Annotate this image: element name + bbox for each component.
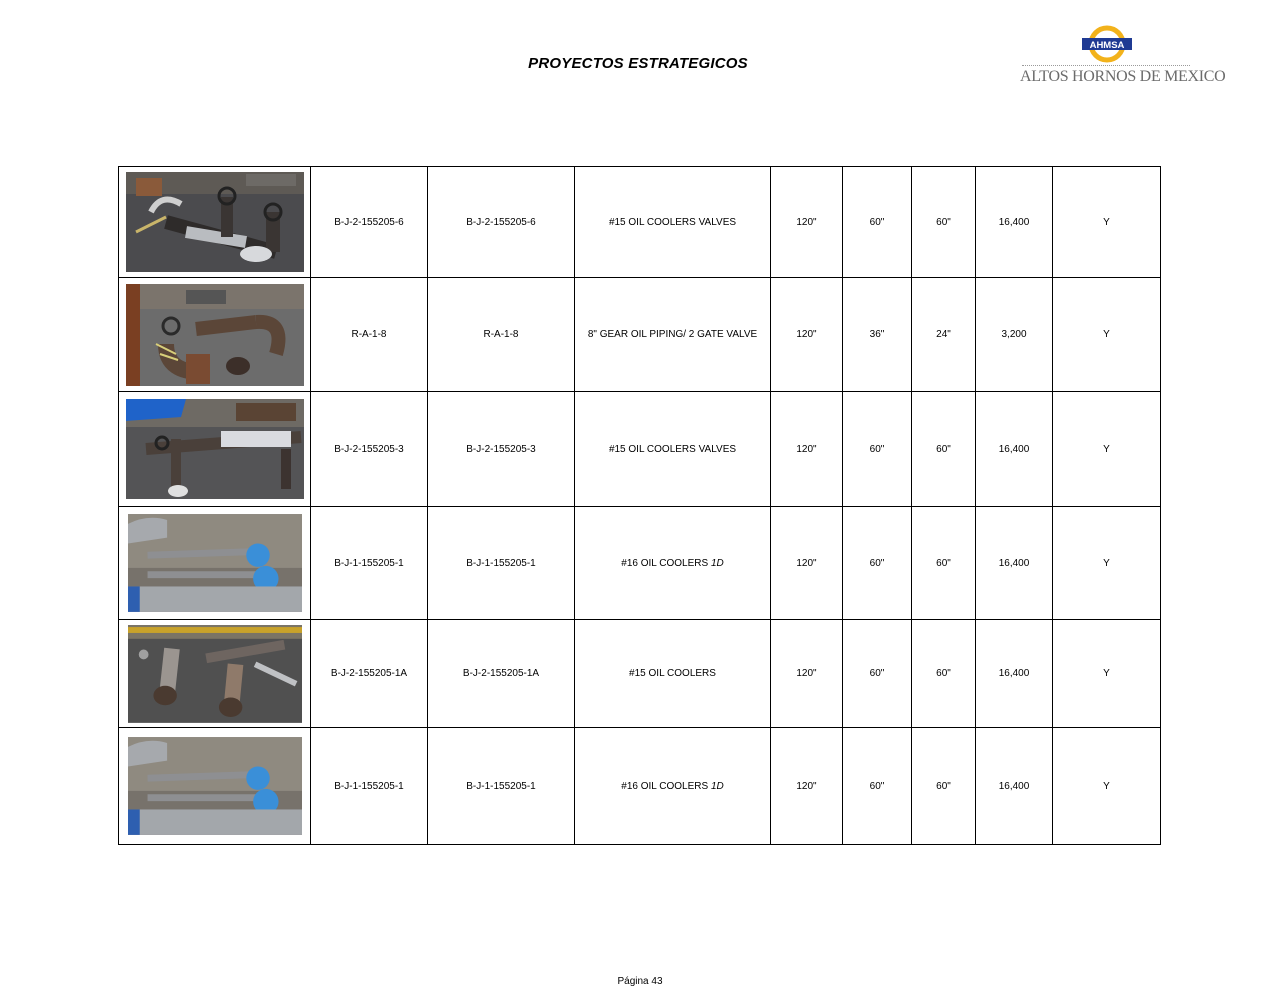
part-ref: B-J-1-155205-1 — [428, 728, 575, 845]
table-row — [119, 278, 1161, 392]
weight: 16,400 — [976, 167, 1053, 278]
page-title: PROYECTOS ESTRATEGICOS — [528, 55, 748, 72]
table-row — [119, 392, 1161, 507]
dim-width: 60" — [843, 392, 912, 507]
weight: 16,400 — [976, 507, 1053, 620]
flag: Y — [1053, 278, 1161, 392]
dim-height: 60" — [912, 507, 976, 620]
gear-oil-piping-photo — [126, 284, 304, 386]
part-id: R-A-1-8 — [311, 278, 428, 392]
photo-cell — [119, 728, 311, 845]
dim-height: 24" — [912, 278, 976, 392]
photo-cell — [119, 392, 311, 507]
dim-length: 120" — [771, 507, 843, 620]
part-ref: R-A-1-8 — [428, 278, 575, 392]
logo-badge-text: AHMSA — [1089, 40, 1125, 51]
dim-height: 60" — [912, 392, 976, 507]
table-row — [119, 728, 1161, 845]
part-id: B-J-1-155205-1 — [311, 728, 428, 845]
part-description: #15 OIL COOLERS VALVES — [575, 167, 771, 278]
dim-height: 60" — [912, 728, 976, 845]
part-id: B-J-2-155205-3 — [311, 392, 428, 507]
part-description: #15 OIL COOLERS VALVES — [575, 392, 771, 507]
part-ref: B-J-2-155205-3 — [428, 392, 575, 507]
photo-cell — [119, 167, 311, 278]
table-row — [119, 167, 1161, 278]
flag: Y — [1053, 620, 1161, 728]
dim-length: 120" — [771, 392, 843, 507]
pipes-and-valves-photo — [126, 172, 304, 272]
ahmsa-emblem-icon — [1020, 24, 1192, 66]
company-logo — [1020, 24, 1226, 90]
weight: 16,400 — [976, 392, 1053, 507]
flag: Y — [1053, 167, 1161, 278]
dim-width: 60" — [843, 507, 912, 620]
flag: Y — [1053, 392, 1161, 507]
part-id: B-J-1-155205-1 — [311, 507, 428, 620]
table-row — [119, 620, 1161, 728]
dim-length: 120" — [771, 278, 843, 392]
logo-divider — [1022, 65, 1190, 66]
part-ref: B-J-1-155205-1 — [428, 507, 575, 620]
weight: 3,200 — [976, 278, 1053, 392]
flag: Y — [1053, 507, 1161, 620]
dim-length: 120" — [771, 620, 843, 728]
page-number: Página 43 — [617, 976, 663, 987]
photo-cell — [119, 620, 311, 728]
oil-coolers-pair-photo — [128, 624, 302, 724]
part-description: 8" GEAR OIL PIPING/ 2 GATE VALVE — [575, 278, 771, 392]
inventory-table — [118, 166, 1161, 845]
part-id: B-J-2-155205-6 — [311, 167, 428, 278]
dim-width: 36" — [843, 278, 912, 392]
oil-cooler-capped-photo — [128, 513, 302, 613]
dim-width: 60" — [843, 167, 912, 278]
oil-cooler-capped-photo — [128, 736, 302, 836]
weight: 16,400 — [976, 620, 1053, 728]
part-id: B-J-2-155205-1A — [311, 620, 428, 728]
weight: 16,400 — [976, 728, 1053, 845]
dim-length: 120" — [771, 728, 843, 845]
dim-height: 60" — [912, 620, 976, 728]
photo-cell — [119, 278, 311, 392]
part-description: #16 OIL COOLERS 1D — [575, 728, 771, 845]
part-description: #16 OIL COOLERS 1D — [575, 507, 771, 620]
photo-cell — [119, 507, 311, 620]
dim-width: 60" — [843, 620, 912, 728]
flag: Y — [1053, 728, 1161, 845]
dim-width: 60" — [843, 728, 912, 845]
insulated-pipe-photo — [126, 399, 304, 499]
part-ref: B-J-2-155205-6 — [428, 167, 575, 278]
part-description: #15 OIL COOLERS — [575, 620, 771, 728]
table-row — [119, 507, 1161, 620]
dim-height: 60" — [912, 167, 976, 278]
logo-company-name: ALTOS HORNOS DE MEXICO — [1020, 68, 1226, 85]
dim-length: 120" — [771, 167, 843, 278]
part-ref: B-J-2-155205-1A — [428, 620, 575, 728]
